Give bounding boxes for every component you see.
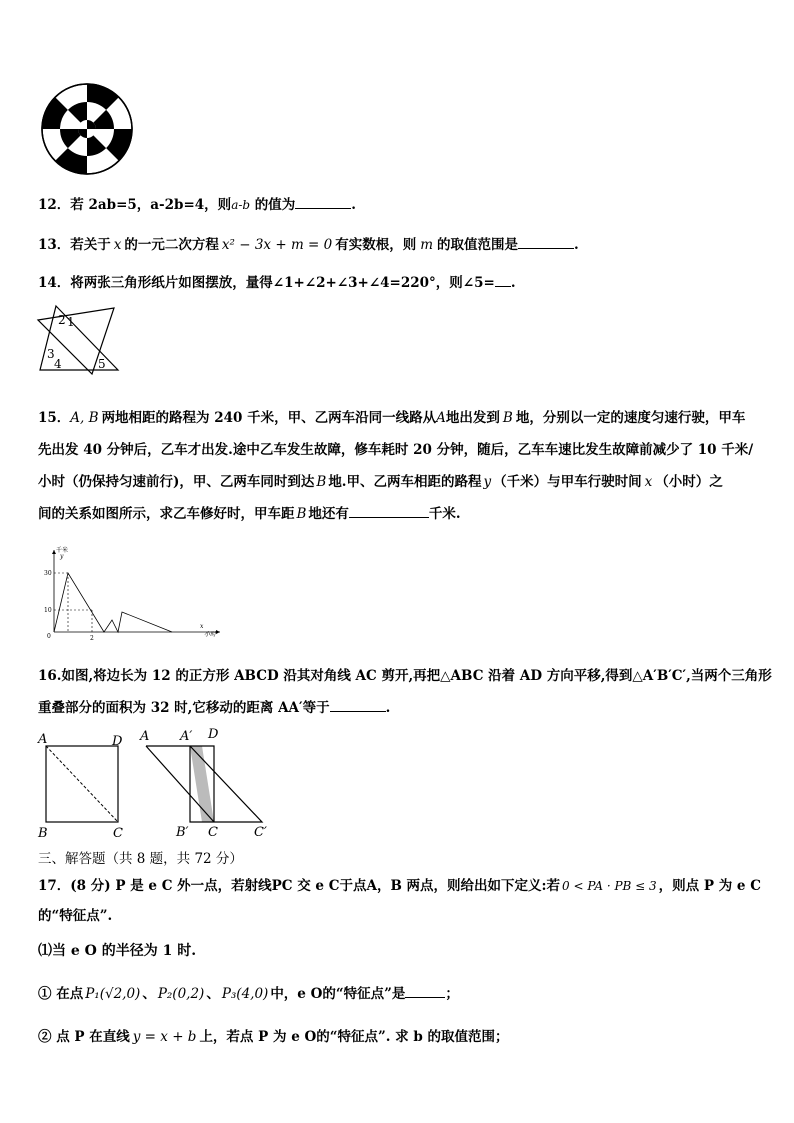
- q16-line1: 16.如图,将边长为 12 的正方形 ABCD 沿其对角线 AC 剪开,再把△ABC 沿着 AD 方向平移,得到△A′B′C′,当两个三角形: [38, 668, 772, 684]
- q15-b3: B: [296, 506, 307, 522]
- q14-text: 14．将两张三角形纸片如图摆放，量得∠1+∠2+∠3+∠4=220°，则∠5=: [38, 275, 495, 291]
- overlap-region: [190, 746, 214, 822]
- q15-line3d: （小时）之: [655, 474, 723, 490]
- q15-line3c: （千米）与甲车行驶时间: [493, 474, 642, 490]
- question-17-line2: 的“特征点”.: [38, 908, 113, 924]
- graph-yvar: y: [60, 553, 64, 560]
- angle-label-1: 1: [67, 315, 75, 329]
- q17-condition: 0 < PA · PB ≤ 3: [562, 879, 657, 893]
- q17-sub1c: ；: [445, 986, 459, 1002]
- fig2-label-d: D: [208, 727, 219, 742]
- q16-square-figure: [36, 728, 136, 840]
- q13-text2: 有实数根，则: [335, 237, 417, 253]
- q12-answer-blank[interactable]: [295, 194, 351, 209]
- q13-answer-blank[interactable]: [518, 234, 574, 249]
- q15-ab: A, B: [70, 410, 99, 426]
- q16-line2-text: 重叠部分的面积为 32 时,它移动的距离 AA′等于: [38, 700, 330, 716]
- graph-xtick-2: 2: [90, 635, 94, 642]
- q12-end: .: [351, 197, 356, 213]
- q15-line4a: 间的关系如图所示，求乙车修好时，甲车距: [38, 506, 295, 522]
- question-17-part1: ⑴当 e O 的半径为 1 时.: [38, 943, 197, 959]
- graph-distance-line: [54, 573, 172, 632]
- q14-answer-blank[interactable]: [495, 272, 511, 287]
- q16-answer-blank[interactable]: [330, 697, 386, 712]
- q13-label: 13．若关于: [38, 237, 111, 253]
- q16-translation-figure: [136, 724, 286, 840]
- q13-var-x: x: [113, 237, 122, 253]
- q17-sep1: 、: [142, 986, 156, 1002]
- graph-ylabel: 千米: [56, 547, 69, 554]
- q15-line2: 先出发 40 分钟后，乙车才出发.途中乙车发生故障，修车耗时 20 分钟，随后，乙车车速比发生故障前减少了 10 千米/: [38, 442, 754, 458]
- question-17-line1: [38, 874, 761, 894]
- fig2-label-b-prime: B′: [176, 825, 189, 840]
- fig1-label-c: C: [113, 826, 123, 840]
- fig2-label-c: C: [208, 825, 218, 840]
- q15-line3a: 小时（仍保持匀速前行)，甲、乙两车同时到达: [38, 474, 315, 490]
- q13-end: .: [574, 237, 579, 253]
- q16-end: .: [385, 700, 391, 716]
- q12-mid: b=5，a-2b=4，则: [106, 197, 232, 213]
- question-16: [38, 660, 772, 724]
- q15-label: 15．: [38, 410, 71, 426]
- q17-line-equation: y = x + b: [132, 1029, 197, 1045]
- fig1-label-a: A: [38, 732, 48, 747]
- q13-text3: 的取值范围是: [437, 237, 519, 253]
- question-17-sub2: [38, 1025, 509, 1045]
- q17-answer-blank[interactable]: [405, 983, 445, 998]
- q17-line1a: 17．(8 分) P 是 e C 外一点，若射线PC 交 e C于点A，B 两点，则给出如下定义:若: [38, 878, 561, 894]
- q17-sub2b: 上，若点 P 为 e O的“特征点”. 求 b 的取值范围；: [199, 1029, 509, 1045]
- q15-line1b: 两地相距的路程为 240 千米，甲、乙两车沿同一线路从: [101, 410, 437, 426]
- q15-b: B: [502, 410, 513, 426]
- q15-answer-blank[interactable]: [349, 503, 429, 518]
- angle-label-3: 3: [47, 347, 55, 361]
- angle-label-5: 5: [98, 357, 106, 371]
- question-12: [38, 193, 356, 213]
- graph-ytick-30: 30: [44, 570, 52, 577]
- q17-sub2a: ② 点 P 在直线: [38, 1029, 130, 1045]
- q14-end: .: [510, 275, 516, 291]
- q14-triangles-figure: [36, 300, 126, 380]
- q17-sub1b: 中，e O的“特征点”是: [270, 986, 406, 1002]
- q15-line4b: 地还有: [308, 506, 349, 522]
- angle-label-2: 2: [58, 313, 66, 327]
- wheel-figure: [40, 82, 134, 176]
- q13-equation: x² − 3x + m = 0: [221, 237, 333, 253]
- q15-b2: B: [316, 474, 327, 490]
- graph-ytick-10: 10: [44, 607, 52, 614]
- q15-line1d: 地，分别以一定的速度匀速行驶，甲车: [515, 410, 746, 426]
- q13-text1: 的一元二次方程: [124, 237, 219, 253]
- q12-tail: 的值为: [254, 197, 296, 213]
- q15-a: A: [436, 410, 446, 426]
- fig1-label-b: B: [38, 826, 48, 840]
- angle-label-4: 4: [54, 357, 62, 371]
- fig1-label-d: D: [112, 734, 123, 749]
- fig2-label-c-prime: C′: [254, 825, 267, 840]
- q15-line1: [38, 402, 758, 434]
- q15-line4c: 千米.: [428, 506, 461, 522]
- q15-y: y: [483, 474, 492, 490]
- question-13: [38, 233, 579, 253]
- q16-line2: [38, 692, 758, 724]
- q17-sub1a: ① 在点: [38, 986, 84, 1002]
- question-17-sub1: [38, 982, 459, 1002]
- q15-line3b: 地.甲、乙两车相距的路程: [328, 474, 482, 490]
- q17-line1b: ，则点 P 为 e C: [658, 878, 761, 894]
- diagonal-ac: [46, 746, 118, 822]
- q15-line3: [38, 466, 758, 498]
- q15-line4: [38, 498, 758, 530]
- q17-sep2: 、: [206, 986, 220, 1002]
- question-15: [38, 402, 758, 530]
- q17-point-p2: P₂(0,2): [157, 986, 205, 1002]
- graph-origin: 0: [47, 633, 51, 640]
- fig2-label-a-prime: A′: [180, 729, 193, 744]
- graph-xvar: x: [200, 623, 204, 630]
- fig2-label-a: A: [140, 729, 150, 744]
- q17-point-p1: P₁(√2,0): [85, 986, 141, 1002]
- q15-line1c: 地出发到: [445, 410, 500, 426]
- q12-expr: a-b: [231, 198, 251, 212]
- graph-xunit: 小时: [204, 631, 217, 638]
- q15-distance-graph: [40, 544, 230, 644]
- q13-var-m: m: [420, 237, 434, 253]
- q15-x: x: [644, 474, 653, 490]
- section-3-heading: 三、解答题（共 8 题，共 72 分）: [38, 851, 243, 867]
- question-14: [38, 271, 516, 291]
- q17-point-p3: P₃(4,0): [221, 986, 269, 1002]
- q12-label: 12．若 2a: [38, 197, 107, 213]
